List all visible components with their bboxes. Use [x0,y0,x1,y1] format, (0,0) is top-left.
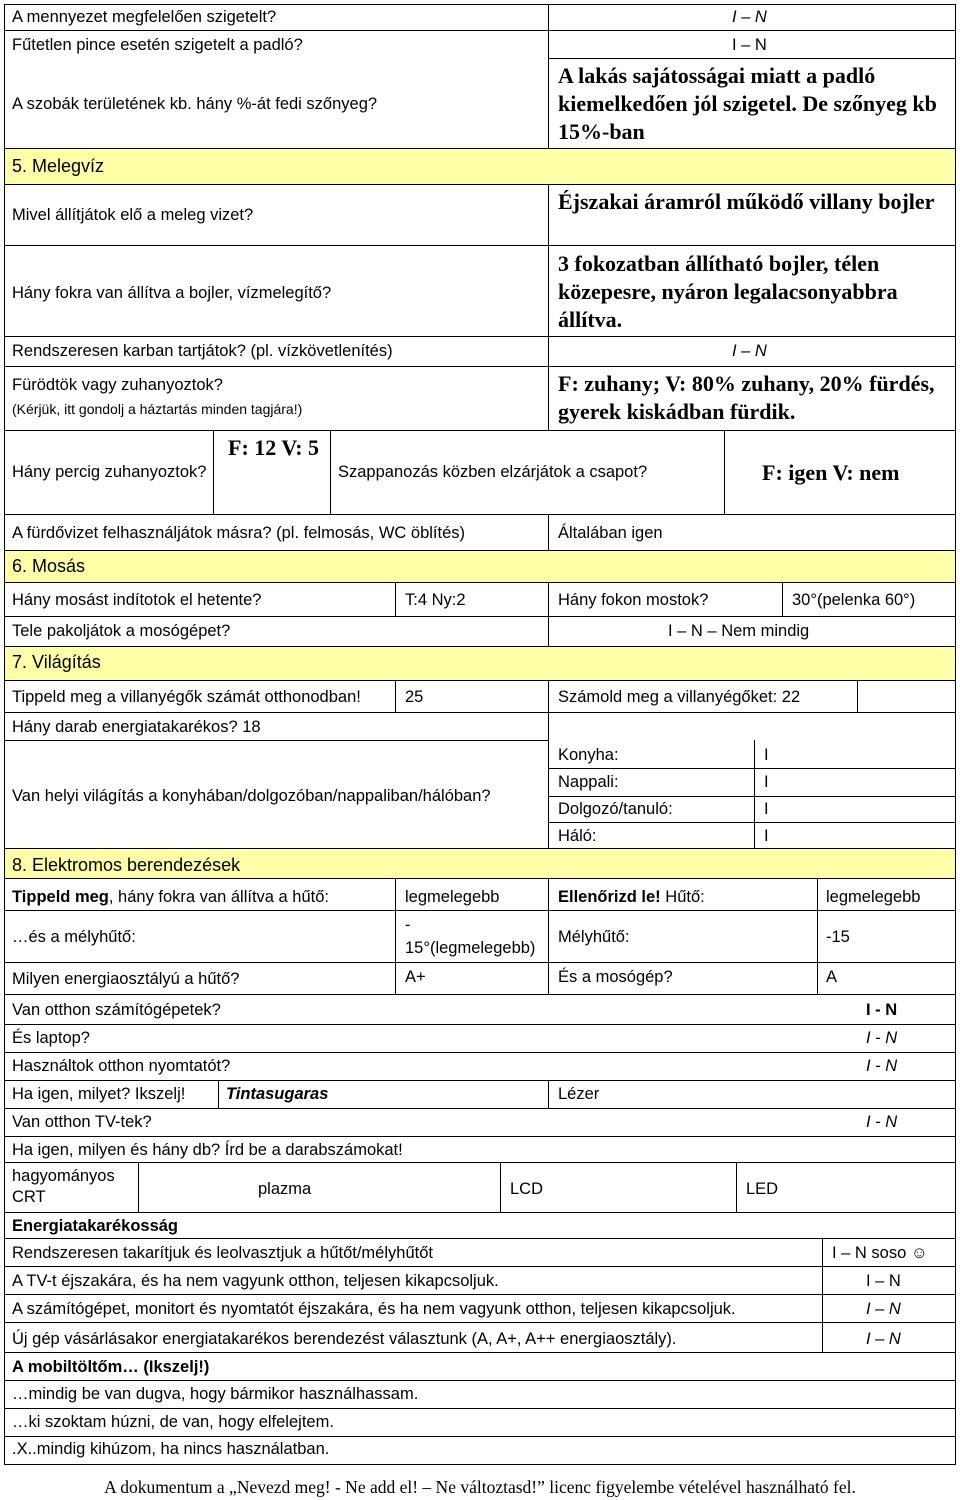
q-freezer-check: Mélyhűtő: [558,928,630,946]
q-reuse-bathwater: A fürdővizet felhasználjátok másra? (pl. felmosás, WC öblítés) [12,524,466,542]
a-laptop: I - N [866,1029,898,1047]
section-title-6: 6. Mosás [12,556,86,576]
q-printer: Használtok otthon nyomtatót? [12,1057,231,1075]
a-fridge-energy-class: A+ [405,968,426,986]
energy-saving-title: Energiatakarékosság [12,1217,179,1235]
tv-type-lcd: LCD [510,1180,544,1198]
q-fridge-guess [12,888,329,907]
a-floor-insulated: I – N [732,36,767,54]
tv-type-led: LED [746,1180,779,1198]
a-wash-temp: 30°(pelenka 60°) [792,591,916,609]
section-title-7: 7. Világítás [12,652,101,672]
room-label-nappali: Nappali: [558,773,619,791]
a-reuse-bathwater: Általában igen [558,524,663,542]
a-freezer-check: -15 [826,928,850,946]
q-shower-minutes: Hány percig zuhanyoztok? [12,463,207,481]
a-computer [866,1001,897,1020]
mobile-charger-opt-3: .X..mindig kihúzom, ha nincs használatban. [12,1440,330,1458]
section-title-5: 5. Melegvíz [12,156,105,176]
a-tv: I - N [866,1113,898,1131]
q-freezer-guess: …és a mélyhűtő: [12,928,136,946]
a-computer-text: I - N [866,1001,898,1019]
energy-q-pc-off: A számítógépet, monitort és nyomtatót éjszakára, és ha nem vagyunk otthon, teljesen kikapcsoljuk. [12,1300,736,1318]
license-footer: A dokumentum a „Nevezd meg! - Ne add el! – Ne változtasd!” licenc figyelembe vételével használható fel. [104,1477,856,1497]
section-title-8: 8. Elektromos berendezések [12,855,241,875]
a-full-load: I – N – Nem mindig [668,622,810,640]
q-boiler-temp: Hány fokra van állítva a bojler, vízmelegítő? [12,284,332,302]
q-fridge-check-rest: Hűtő: [660,888,705,906]
a-washes-per-week: T:4 Ny:2 [405,591,466,609]
tv-type-plasma: plazma [258,1180,312,1198]
room-label-dolgozo: Dolgozó/tanuló: [558,800,673,818]
mobile-charger-opt-1: …mindig be van dugva, hogy bármikor használhassam. [12,1385,419,1403]
section-band-6 [4,550,955,582]
q-fridge-check-bold: Ellenőrizd le! [558,888,661,906]
room-val-dolgozo: I [764,800,769,818]
q-bulb-guess: Tippeld meg a villanyégők számát otthonodban! [12,688,361,706]
energy-a-pc-off: I – N [866,1300,901,1318]
a-washer-energy-class: A [826,968,838,986]
q-fridge-energy-class: Milyen energiaosztályú a hűtő? [12,970,240,988]
q-energy-saving-bulbs: Hány darab energiatakarékos? 18 [12,718,261,736]
q-boiler-maintenance: Rendszeresen karban tartjátok? (pl. vízkövetlenítés) [12,342,393,360]
mobile-charger-opt-2: …ki szoktam húzni, de van, hogy elfelejtem. [12,1413,334,1431]
a-printer-inkjet: Tintasugaras [226,1085,329,1103]
a-boiler-temp: 3 fokozatban állítható bojler, télen közepesre, nyáron legalacsonyabbra állítva. [558,251,898,332]
a-freezer-guess-1: - [405,916,411,934]
q-hot-water-source: Mivel állítjátok elő a meleg vizet? [12,206,254,224]
energy-a-new-device: I – N [866,1330,901,1348]
a-shower-minutes: F: 12 V: 5 [228,435,320,460]
q-tap-while-soaping: Szappanozás közben elzárjátok a csapot? [338,463,648,481]
a-fridge-guess: legmelegebb [405,888,500,906]
room-label-halo: Háló: [558,827,597,845]
q-washer-energy-class: És a mosógép? [558,968,673,986]
q-bulb-count: Számold meg a villanyégőket: 22 [558,688,801,706]
q-tv: Van otthon TV-tek? [12,1113,152,1131]
q-computer: Van otthon számítógépetek? [12,1001,221,1019]
a-freezer-guess-2: 15°(legmelegebb) [405,939,536,957]
energy-q-defrost: Rendszeresen takarítjuk és leolvasztjuk a hűtőt/mélyhűtőt [12,1244,433,1262]
a-printer-laser: Lézer [558,1085,600,1103]
a-hot-water-source: Éjszakai áramról működő villany bojler [558,189,935,214]
a-boiler-maintenance: I – N [732,342,767,360]
a-carpet-coverage: A lakás sajátosságai miatt a padló kiemelkedően jól szigetel. De szőnyeg kb 15%-ban [558,63,937,144]
room-val-nappali: I [764,773,769,791]
q-wash-temp: Hány fokon mostok? [558,591,709,609]
q-ceiling-insulated: A mennyezet megfelelően szigetelt? [12,8,277,26]
energy-q-new-device: Új gép vásárlásakor energiatakarékos berendezést választunk (A, A+, A++ energiaosztály). [12,1330,677,1348]
a-ceiling-insulated: I – N [732,8,767,26]
q-bath-or-shower: Fürödtök vagy zuhanyoztok? [12,376,223,394]
a-printer: I - N [866,1057,898,1075]
room-label-konyha: Konyha: [558,746,619,764]
tv-type-crt: hagyományos CRT [12,1167,115,1206]
a-fridge-check: legmelegebb [826,888,921,906]
energy-a-defrost: I – N soso ☺ [832,1244,928,1262]
a-bulb-guess: 25 [405,688,424,706]
q-bath-or-shower-note: (Kérjük, itt gondolj a háztartás minden tagjára!) [12,401,303,417]
mobile-charger-title: A mobiltöltőm… (Ikszelj!) [12,1358,210,1376]
energy-q-tv-off: A TV-t éjszakára, és ha nem vagyunk otthon, teljesen kikapcsoljuk. [12,1272,499,1290]
q-floor-insulated: Fűtetlen pince esetén szigetelt a padló? [12,36,303,54]
room-val-halo: I [764,827,769,845]
q-local-lighting: Van helyi világítás a konyhában/dolgozóban/nappaliban/hálóban? [12,787,491,805]
q-full-load: Tele pakoljátok a mosógépet? [12,622,231,640]
q-fridge-guess-rest: , hány fokra van állítva a hűtő: [108,888,330,906]
q-laptop: És laptop? [12,1029,90,1047]
section-band-5 [4,148,955,184]
q-washes-per-week: Hány mosást indítotok el hetente? [12,591,262,609]
section-band-7 [4,646,955,680]
q-fridge-guess-bold: Tippeld meg [12,888,109,906]
q-fridge-check [558,888,705,907]
q-printer-type: Ha igen, milyet? Ikszelj! [12,1085,186,1103]
a-tap-while-soaping: F: igen V: nem [762,460,900,485]
a-bath-or-shower: F: zuhany; V: 80% zuhany, 20% fürdés, gyerek kiskádban fürdik. [558,371,935,424]
q-tv-type: Ha igen, milyen és hány db? Írd be a darabszámokat! [12,1141,403,1159]
room-val-konyha: I [764,746,769,764]
q-carpet-coverage: A szobák területének kb. hány %-át fedi szőnyeg? [12,95,378,113]
energy-a-tv-off: I – N [866,1272,901,1290]
